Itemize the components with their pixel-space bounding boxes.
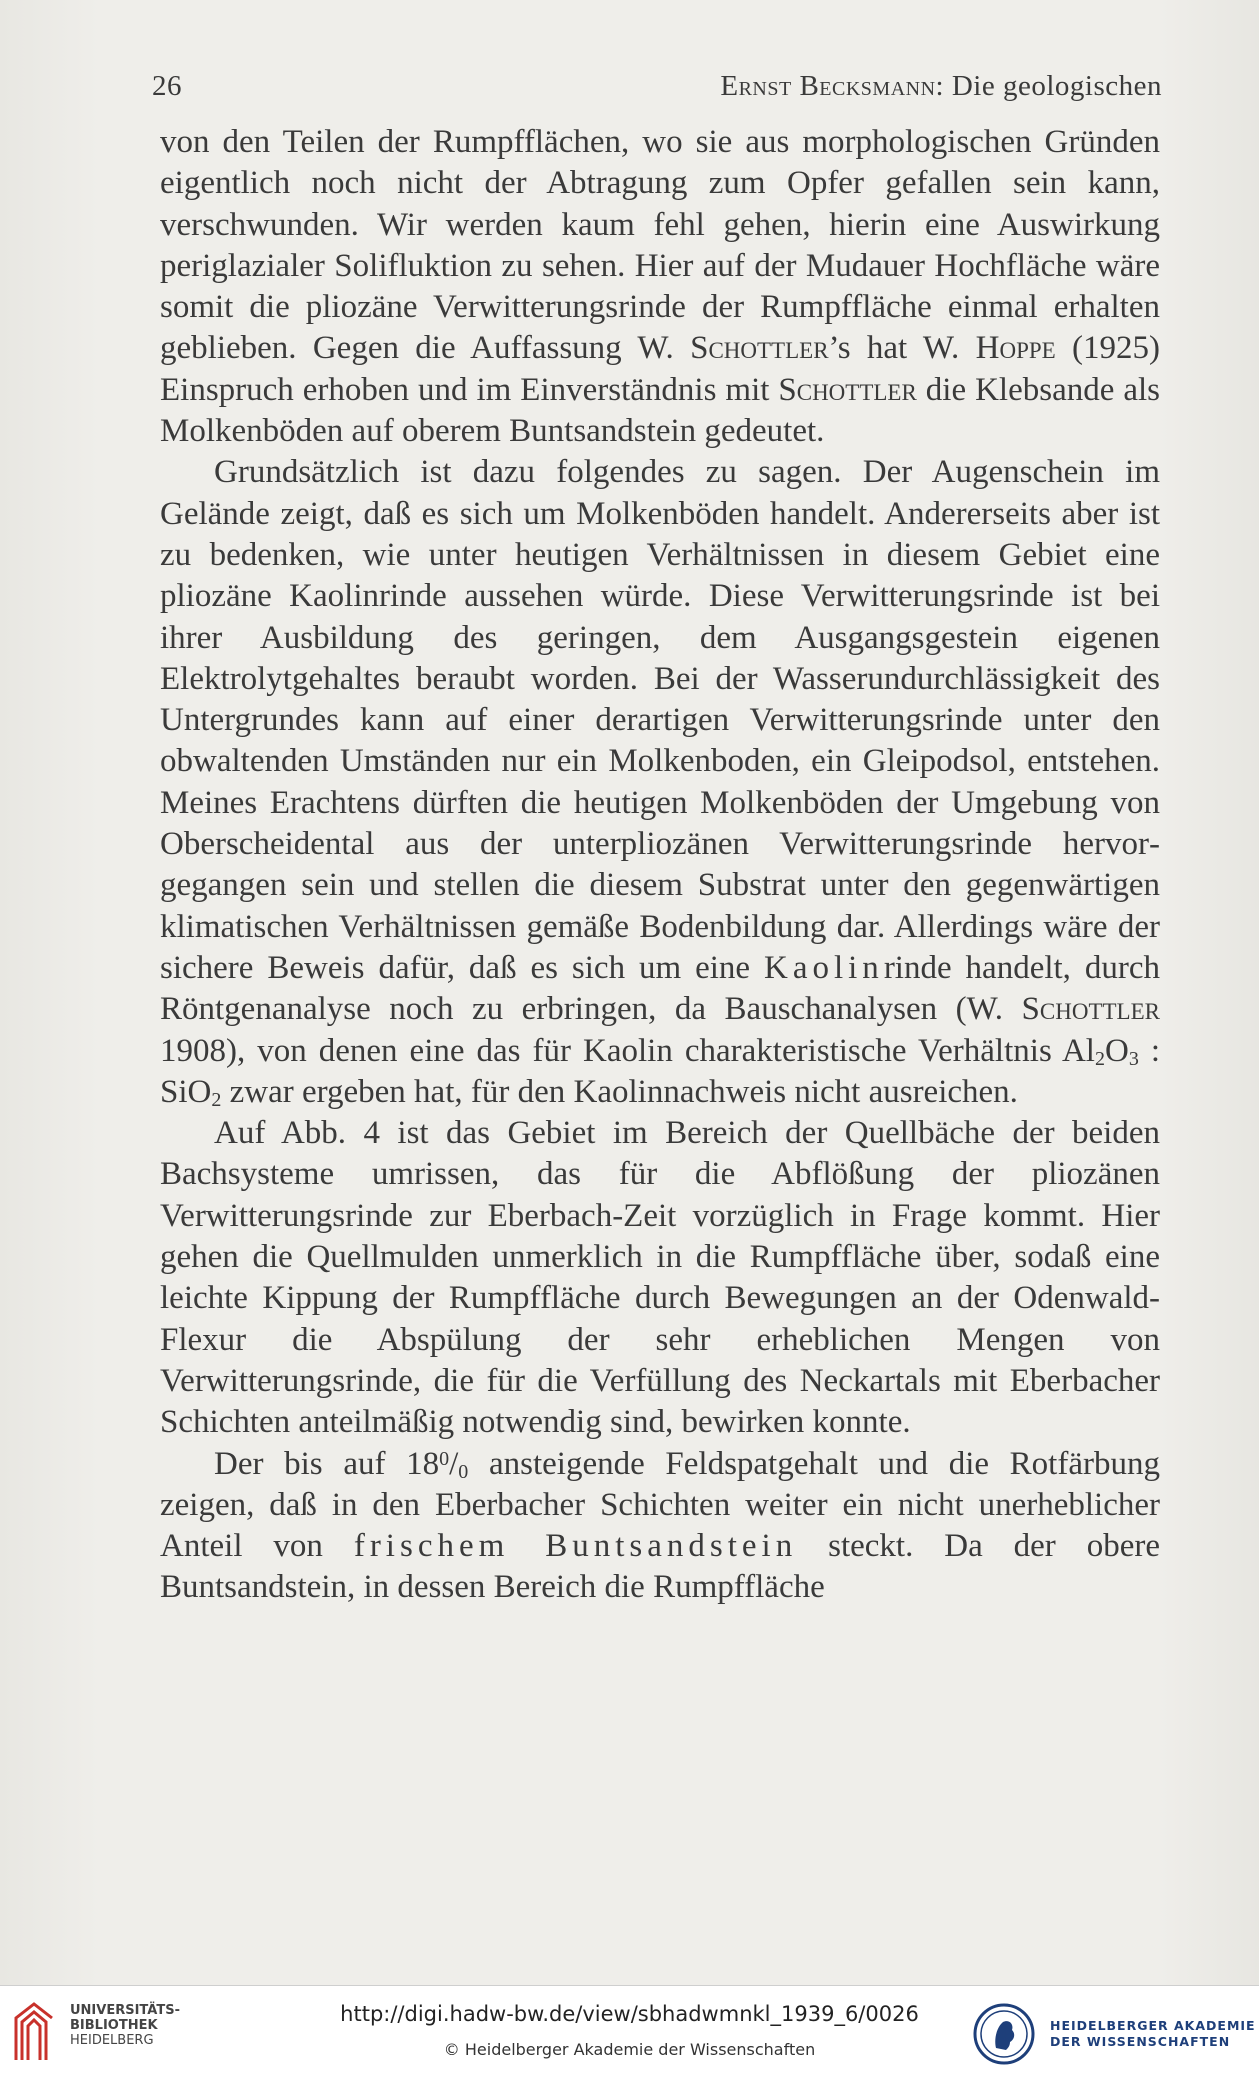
superscript: 0 — [439, 1447, 450, 1470]
ub-line: UNIVERSITÄTS- — [70, 2003, 180, 2018]
page-number: 26 — [152, 70, 182, 102]
author-name: Schottler — [778, 371, 917, 408]
author-name: Schottler — [1021, 991, 1160, 1028]
text-run: von den Teilen der Rumpfflächen, wo sie aus morphologischen Gründen eigentlich noch nicht der Abtragung zum Opfer gefallen sein kann, verschwunden. Wir werden kaum fehl gehen, hierin eine Auswirkung periglazialer Solifluktion zu sehen. Hier auf der Mudauer Hochfläche wäre somit die pliozäne Verwitterungsrinde der Rumpffläche einmal erhalten geblieben. Gegen die Auffassung W. — [160, 124, 1160, 367]
ub-line: HEIDELBERG — [70, 2033, 154, 2048]
text-run: zwar ergeben hat, für den Kaolinnachweis nicht ausreichen. — [221, 1073, 1018, 1110]
running-title — [720, 70, 1162, 103]
emphasis-spaced: frischem Buntsandstein — [353, 1528, 798, 1565]
text-run: / — [449, 1445, 459, 1482]
text-run: Grundsätzlich ist dazu folgendes zu sagen. Der Augenschein im Gelände zeigt, daß es sich um Molkenböden handelt. Andererseits aber ist zu bedenken, wie unter heutigen Verhältnissen in diesem Gebiet eine pliozäne Kaolinrinde aussehen würde. Diese Verwitterungsrinde ist bei ihrer Ausbildung des geringen, dem Ausgangsgestein eigenen Elektrolytgehaltes beraubt worden. Bei der Wasserundurchlässigkeit des Untergrundes kann auf einer derartigen Verwitterungsrinde unter den obwaltenden Umständen nur ein Molkenboden, ein Gleipodsol, entstehen. Meines Erachtens dürften die heutigen Molkenböden der Umgebung von Oberscheidental aus der unterpliozänen Verwitterungsrinde hervorgegangen sein und stellen die diesem Substrat unter den gegenwärtigen klimatischen Verhältnissen gemäße Bodenbildung dar. Allerdings wäre der sichere Beweis dafür, daß es sich um eine — [160, 454, 1160, 986]
paragraph-3: Auf Abb. 4 ist das Gebiet im Bereich der Quellbäche der beiden Bachsysteme umrissen, das für die Abflößung der pliozänen Verwitterungsrinde zur Eberbach-Zeit vorzüglich in Frage kommt. Hier gehen die Quellmulden unmerklich in die Rumpffläche über, sodaß eine leichte Kippung der Rumpffläche durch Bewegungen an der Odenwald-Flexur die Abspülung der sehr erheblichen Mengen von Verwitterungsrinde, die für die Verfüllung des Neckartals mit Eberbacher Schichten anteilmäßig notwendig sind, bewirken konnte. — [160, 1115, 1160, 1441]
academy-line: DER WISSENSCHAFTEN — [1050, 2034, 1231, 2049]
text-run: ansteigende Feldspatgehalt und die Rotfärbung zeigen, daß in den Eberbacher Schichten weiter ein nicht unerheblicher Anteil von — [160, 1445, 1160, 1565]
author-name: Schottler — [690, 330, 829, 367]
text-run: rinde handelt, durch Röntgenanalyse noch zu erbringen, da Bauschanalysen (W. — [160, 949, 1160, 1028]
academy-seal-icon — [972, 2002, 1036, 2066]
running-head — [152, 70, 1162, 103]
text-run: 1908), von denen eine das für Kaolin charakteristische Verhältnis Al — [160, 1032, 1095, 1069]
copyright-notice: © Heidelberger Akademie der Wissenschaften — [443, 2040, 816, 2059]
text-run: steckt. Da der obere Buntsandstein, in dessen Bereich die Rumpffläche — [160, 1528, 1161, 1606]
text-run: : SiO — [160, 1032, 1161, 1110]
subscript: 2 — [211, 1088, 222, 1111]
body-text — [160, 122, 1160, 1609]
running-title-rest: : Die geologischen — [935, 70, 1162, 102]
subscript: 3 — [1128, 1047, 1139, 1070]
academy-name — [1050, 2018, 1256, 2050]
author-name: Ernst Becksmann — [720, 70, 936, 102]
subscript: 0 — [458, 1460, 469, 1483]
viewer-footer — [0, 1985, 1259, 2079]
academy-line: HEIDELBERGER AKADEMIE — [1050, 2018, 1256, 2033]
text-run: Der bis auf 18 — [214, 1445, 440, 1482]
text-run: O — [1104, 1032, 1129, 1069]
author-name: Hoppe — [975, 330, 1056, 367]
paragraph-2 — [160, 452, 1160, 1113]
emphasis-spaced: Kaolin — [763, 949, 884, 986]
text-run: ’s hat W. — [828, 330, 976, 367]
permalink-url[interactable]: http://digi.hadw-bw.de/view/sbhadwmnkl_1939_6/0026 — [340, 2002, 919, 2026]
paragraph-1 — [160, 122, 1160, 452]
subscript: 2 — [1094, 1047, 1105, 1070]
ub-line: BIBLIOTHEK — [70, 2018, 158, 2033]
text-run: (1925) Einspruch erhoben und im Einverständnis mit — [160, 330, 1161, 408]
text-run: die Klebsande als Molkenböden auf oberem Buntsandstein gedeutet. — [160, 371, 1160, 450]
paragraph-4 — [160, 1444, 1160, 1609]
